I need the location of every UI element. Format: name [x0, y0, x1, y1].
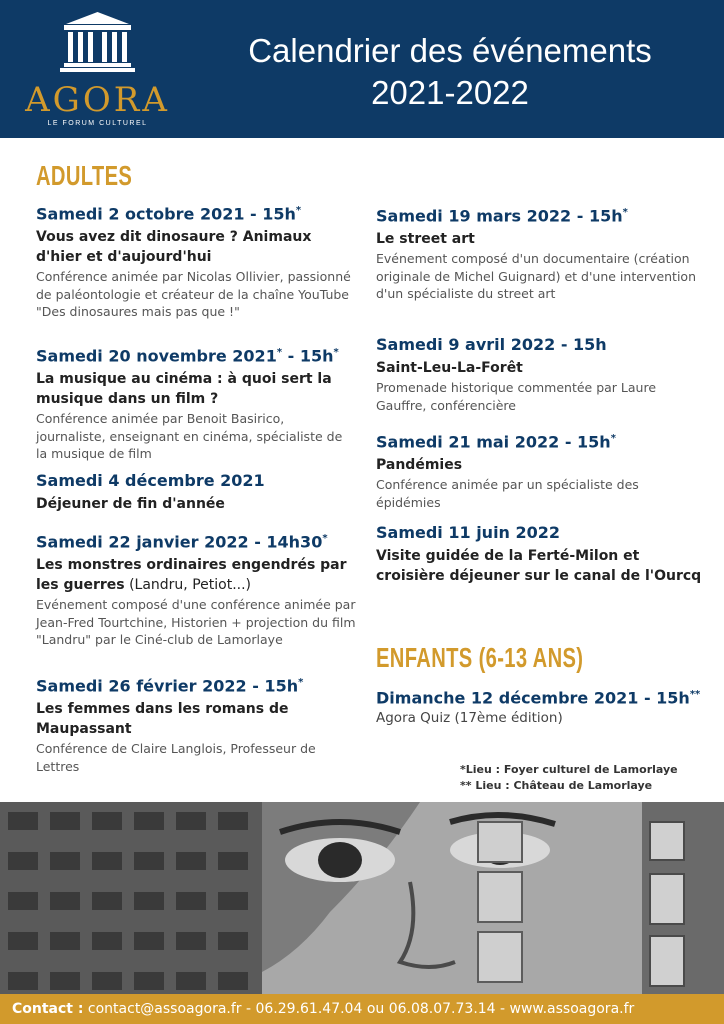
event-description: Promenade historique commentée par Laure Gauffre, conférencière	[376, 380, 657, 413]
event-item	[376, 202, 706, 303]
event-item	[36, 200, 356, 321]
event-title: La musique au cinéma : à quoi sert la musique dans un film ?	[36, 371, 332, 408]
page-title	[190, 30, 710, 114]
contact-label: Contact :	[12, 1001, 84, 1017]
venue-note-2: ** Lieu : Château de Lamorlaye	[460, 779, 653, 792]
event-description: Evénement composé d'un documentaire (création originale de Michel Guignard) et d'une intervention d'un spécialiste du street art	[376, 251, 697, 302]
event-title: Les femmes dans les romans de Maupassant	[36, 701, 289, 738]
contact-details[interactable]: contact@assoagora.fr - 06.29.61.47.04 ou 06.08.07.73.14 - www.assoagora.fr	[83, 1001, 635, 1017]
event-title: Vous avez dit dinosaure ? Animaux d'hier et d'aujourd'hui	[36, 229, 312, 266]
event-description: Conférence de Claire Langlois, Professeur de Lettres	[36, 741, 316, 774]
event-item	[36, 470, 356, 514]
event-date: Dimanche 12 décembre 2021 - 15h**	[376, 688, 701, 708]
event-item	[36, 528, 356, 649]
event-description: Conférence animée par Nicolas Ollivier, passionné de paléontologie et créateur de la chaîne YouTube "Des dinosaures mais pas que !"	[36, 269, 351, 320]
event-date: Samedi 4 décembre 2021	[36, 471, 265, 490]
event-date: Samedi 2 octobre 2021 - 15h*	[36, 204, 302, 224]
event-title: Le street art	[376, 231, 475, 248]
children-event-item	[376, 684, 706, 728]
event-date: Samedi 21 mai 2022 - 15h*	[376, 432, 616, 452]
section-title-adults: ADULTES	[36, 160, 133, 191]
event-date: Samedi 9 avril 2022 - 15h	[376, 335, 607, 354]
event-description: Evénement composé d'une conférence animée par Jean-Fred Tourtchine, Historien + projection du film "Landru" par le Ciné-club de Lamorlaye	[36, 597, 356, 648]
event-item	[376, 522, 706, 586]
title-line-2: 2021-2022	[371, 74, 529, 111]
event-title: Pandémies	[376, 457, 463, 474]
header-banner	[0, 0, 724, 138]
event-title: Les monstres ordinaires engendrés par les guerres (Landru, Petiot...)	[36, 557, 347, 594]
event-description: Conférence animée par Benoit Basirico, journaliste, enseignant en cinéma, spécialiste de la musique de film	[36, 411, 343, 462]
event-date: Samedi 26 février 2022 - 15h*	[36, 676, 304, 696]
temple-icon	[20, 8, 175, 80]
event-item	[36, 342, 356, 463]
venue-notes	[460, 762, 710, 794]
agora-logo	[20, 8, 175, 133]
event-description: Agora Quiz (17ème édition)	[376, 710, 563, 727]
section-title-children: ENFANTS (6-13 ANS)	[376, 642, 584, 673]
venue-note-1: *Lieu : Foyer culturel de Lamorlaye	[460, 763, 678, 776]
street-art-photo	[0, 802, 724, 994]
event-description: Conférence animée par un spécialiste des épidémies	[376, 477, 639, 510]
event-date: Samedi 20 novembre 2021* - 15h*	[36, 346, 339, 366]
logo-wordmark: AGORA	[25, 80, 170, 120]
logo-tagline: LE FORUM CULTUREL	[47, 120, 148, 127]
title-line-1: Calendrier des événements	[248, 32, 652, 69]
event-date: Samedi 11 juin 2022	[376, 523, 561, 542]
event-item	[376, 428, 706, 511]
event-title: Déjeuner de fin d'année	[36, 496, 225, 512]
event-item	[376, 334, 706, 414]
event-title: Saint-Leu-La-Forêt	[376, 360, 523, 376]
contact-footer	[0, 994, 724, 1024]
street-art-illustration	[0, 802, 724, 994]
event-item	[36, 672, 356, 775]
event-date: Samedi 19 mars 2022 - 15h*	[376, 206, 628, 226]
event-title: Visite guidée de la Ferté-Milon et croisière déjeuner sur le canal de l'Ourcq	[376, 548, 702, 584]
event-date: Samedi 22 janvier 2022 - 14h30*	[36, 532, 328, 552]
